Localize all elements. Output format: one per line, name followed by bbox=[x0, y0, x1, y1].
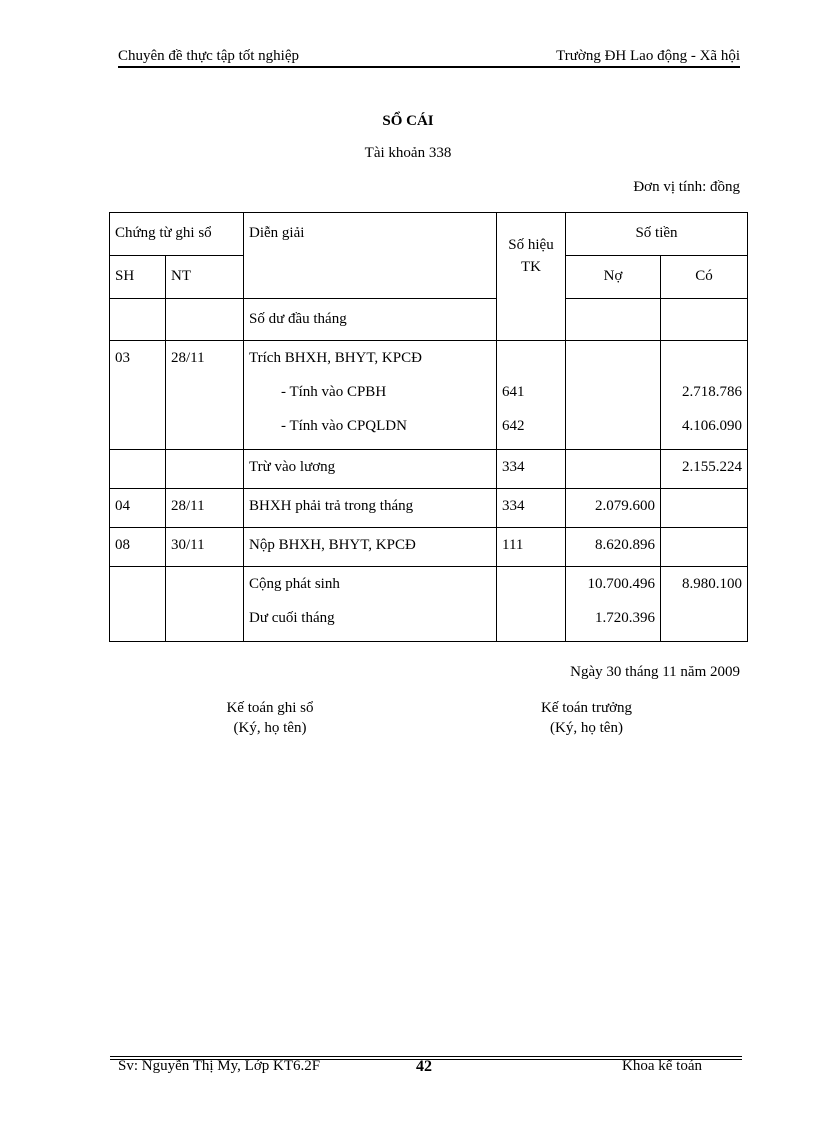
credit-amount: 2.718.786 bbox=[682, 384, 742, 400]
debit-amount bbox=[571, 409, 655, 443]
voucher-sh-cell bbox=[110, 341, 166, 450]
voucher-sh: 03 bbox=[115, 350, 130, 366]
credit-cell bbox=[661, 450, 748, 489]
description-cell bbox=[244, 528, 497, 567]
debit-cell bbox=[566, 489, 661, 528]
voucher-nt: 28/11 bbox=[171, 350, 205, 366]
account-no-cell bbox=[497, 567, 566, 642]
opening-credit-cell bbox=[661, 299, 748, 341]
ledger-table bbox=[109, 212, 748, 642]
credit-amount bbox=[666, 601, 742, 635]
description-text: - Tính vào CPBH bbox=[281, 384, 387, 400]
signature-chief-note: (Ký, họ tên) bbox=[550, 720, 623, 736]
header-description: Diễn giải bbox=[244, 213, 497, 299]
account-no-cell bbox=[497, 528, 566, 567]
credit-cell bbox=[661, 341, 748, 450]
voucher-nt-cell bbox=[166, 450, 244, 489]
credit-cell bbox=[661, 528, 748, 567]
voucher-sh-cell bbox=[110, 528, 166, 567]
header-debit: Nợ bbox=[566, 256, 661, 299]
signature-bookkeeper-note: (Ký, họ tên) bbox=[233, 720, 307, 736]
debit-amount bbox=[571, 341, 655, 375]
voucher-sh bbox=[115, 450, 160, 484]
description-text: Dư cuối tháng bbox=[249, 610, 335, 626]
account-no-text: 642 bbox=[502, 418, 525, 434]
account-no-text bbox=[502, 567, 560, 601]
description-cell bbox=[244, 450, 497, 489]
description-text: Trích BHXH, BHYT, KPCĐ bbox=[249, 350, 422, 366]
table-row bbox=[110, 489, 748, 528]
document-subtitle: Tài khoản 338 bbox=[364, 145, 452, 161]
account-no-text: 334 bbox=[502, 498, 525, 514]
debit-cell bbox=[566, 528, 661, 567]
debit-amount bbox=[571, 450, 655, 484]
debit-cell bbox=[566, 450, 661, 489]
voucher-sh: 08 bbox=[115, 537, 130, 553]
currency-unit: Đơn vị tính: đồng bbox=[633, 179, 740, 195]
debit-amount: 10.700.496 bbox=[587, 576, 655, 592]
description-cell bbox=[244, 567, 497, 642]
header-account-no bbox=[497, 213, 566, 341]
credit-amount: 2.155.224 bbox=[682, 459, 742, 475]
document-title: SỔ CÁI bbox=[382, 113, 434, 129]
table-row bbox=[110, 341, 748, 450]
page-footer bbox=[110, 1058, 742, 1078]
opening-balance-label: Số dư đầu tháng bbox=[244, 299, 497, 341]
account-no-text bbox=[502, 601, 560, 635]
voucher-nt-cell bbox=[166, 341, 244, 450]
opening-debit-cell bbox=[566, 299, 661, 341]
description-text: Trừ vào lương bbox=[249, 459, 336, 475]
header-nt: NT bbox=[166, 256, 244, 299]
opening-nt-cell bbox=[166, 299, 244, 341]
table-row bbox=[110, 528, 748, 567]
voucher-sh: 04 bbox=[115, 498, 130, 514]
credit-amount bbox=[666, 341, 742, 375]
header-amount: Số tiền bbox=[566, 213, 748, 256]
footer-department: Khoa kế toán bbox=[622, 1058, 702, 1074]
description-text: BHXH phải trả trong tháng bbox=[249, 498, 414, 514]
header-credit: Có bbox=[661, 256, 748, 299]
footer-divider bbox=[110, 1056, 742, 1057]
header-sh: SH bbox=[110, 256, 166, 299]
voucher-nt-cell bbox=[166, 528, 244, 567]
credit-amount bbox=[666, 528, 742, 562]
header-account-no-text: Số hiệu TK bbox=[508, 236, 554, 275]
opening-balance-row bbox=[110, 299, 748, 341]
voucher-nt: 30/11 bbox=[171, 537, 205, 553]
signature-chief-accountant bbox=[514, 698, 659, 738]
page-header bbox=[118, 48, 740, 67]
account-no-text: 334 bbox=[502, 459, 525, 475]
account-no-cell bbox=[497, 450, 566, 489]
signature-bookkeeper bbox=[200, 698, 340, 738]
credit-cell bbox=[661, 567, 748, 642]
header-left-text: Chuyên đề thực tập tốt nghiệp bbox=[118, 48, 300, 64]
page-number: 42 bbox=[416, 1058, 432, 1075]
table-row bbox=[110, 567, 748, 642]
debit-amount: 2.079.600 bbox=[595, 498, 655, 514]
debit-cell bbox=[566, 567, 661, 642]
voucher-nt-cell bbox=[166, 567, 244, 642]
description-text: - Tính vào CPQLDN bbox=[281, 418, 407, 434]
footer-student: Sv: Nguyễn Thị My, Lớp KT6.2F bbox=[118, 1058, 321, 1074]
account-no-text: 111 bbox=[502, 537, 524, 553]
voucher-sh-cell bbox=[110, 489, 166, 528]
voucher-sh-cell bbox=[110, 567, 166, 642]
header-right-text: Trường ĐH Lao động - Xã hội bbox=[556, 48, 740, 64]
account-no-text: 641 bbox=[502, 384, 525, 400]
header-divider bbox=[118, 67, 740, 68]
debit-amount: 8.620.896 bbox=[595, 537, 655, 553]
account-no-cell bbox=[497, 341, 566, 450]
signing-date: Ngày 30 tháng 11 năm 2009 bbox=[570, 664, 740, 680]
voucher-sh-cell bbox=[110, 450, 166, 489]
credit-amount bbox=[666, 489, 742, 523]
voucher-sh bbox=[115, 567, 160, 601]
credit-amount: 8.980.100 bbox=[682, 576, 742, 592]
ledger-body bbox=[110, 341, 748, 642]
voucher-nt-cell bbox=[166, 489, 244, 528]
debit-cell bbox=[566, 341, 661, 450]
description-text: Nộp BHXH, BHYT, KPCĐ bbox=[249, 537, 416, 553]
signature-chief-title: Kế toán trưởng bbox=[540, 700, 633, 716]
credit-cell bbox=[661, 489, 748, 528]
table-header-row-1 bbox=[110, 213, 748, 256]
signature-bookkeeper-title: Kế toán ghi sổ bbox=[226, 700, 314, 716]
voucher-nt: 28/11 bbox=[171, 498, 205, 514]
debit-amount: 1.720.396 bbox=[595, 610, 655, 626]
description-cell bbox=[244, 341, 497, 450]
voucher-nt bbox=[171, 450, 238, 484]
description-text: Cộng phát sinh bbox=[249, 576, 340, 592]
description-cell bbox=[244, 489, 497, 528]
debit-amount bbox=[571, 375, 655, 409]
credit-amount: 4.106.090 bbox=[682, 418, 742, 434]
opening-sh-cell bbox=[110, 299, 166, 341]
header-voucher: Chứng từ ghi sổ bbox=[110, 213, 244, 256]
table-row bbox=[110, 450, 748, 489]
voucher-nt bbox=[171, 567, 238, 601]
account-no-text bbox=[502, 341, 560, 375]
account-no-cell bbox=[497, 489, 566, 528]
